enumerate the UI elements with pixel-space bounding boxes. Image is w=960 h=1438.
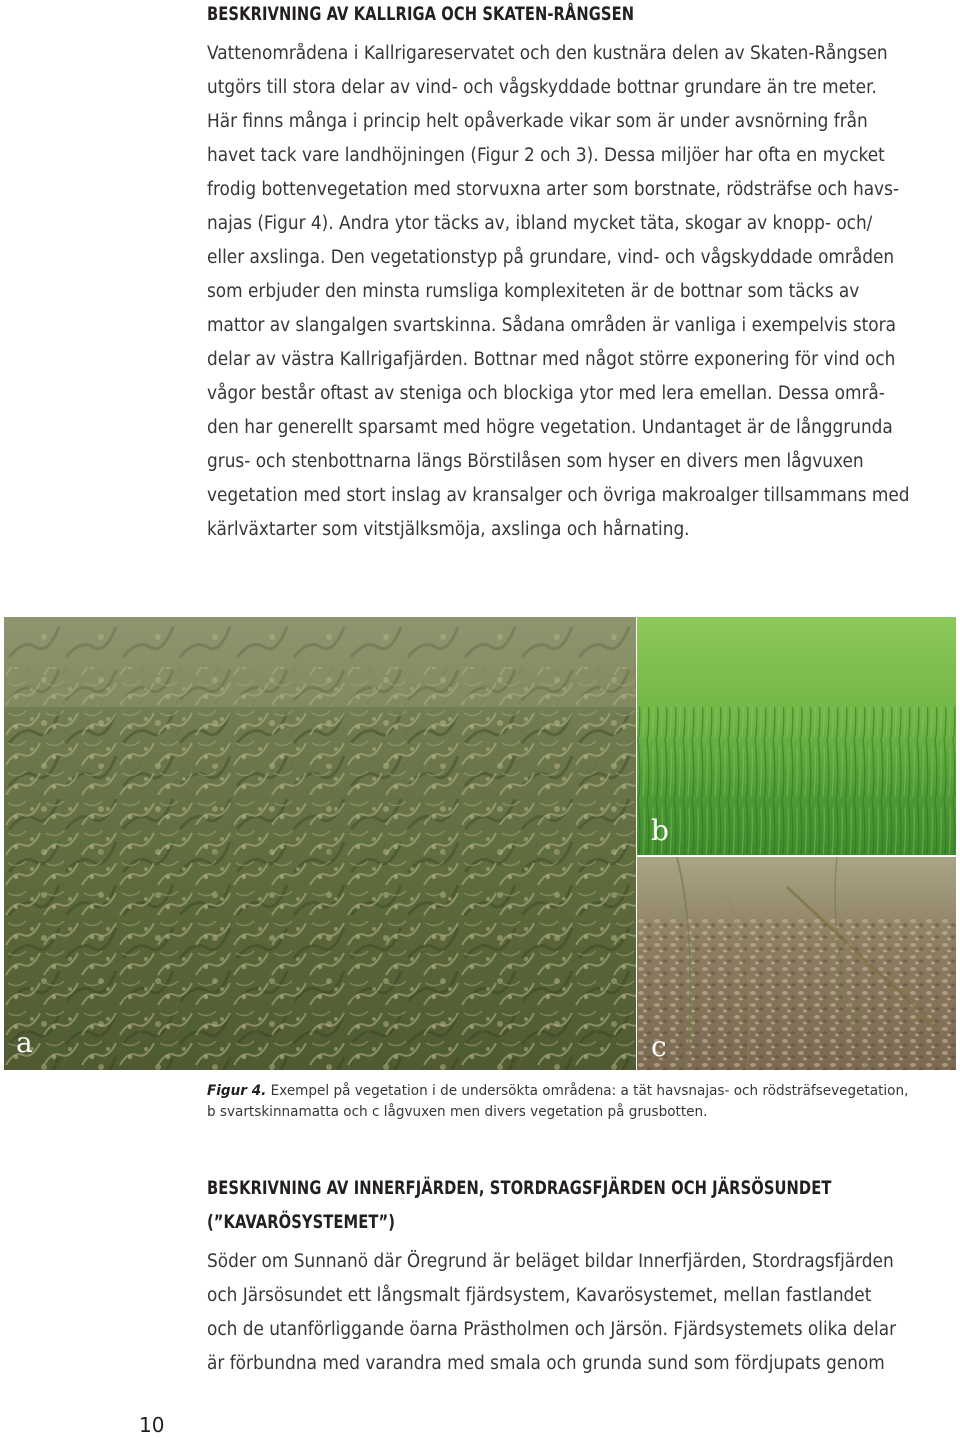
section-body-kallriga (207, 37, 910, 547)
body-line: Vattenområdena i Kallrigareservatet och den kustnära delen av Skaten-Rångsen (207, 43, 888, 64)
panel-letter-a: a (16, 1026, 33, 1059)
body-line: najas (Figur 4). Andra ytor täcks av, ibland mycket täta, skogar av knopp- och/ (207, 213, 873, 234)
body-line: frodig bottenvegetation med storvuxna arter som borstnate, rödsträfse och havs- (207, 179, 899, 200)
caption-text-1: Exempel på vegetation i de undersökta områdena: a tät havsnajas- och rödsträfsevegetation, (266, 1082, 909, 1099)
photo-c-image (637, 857, 956, 1070)
body-line: eller axslinga. Den vegetationstyp på grundare, vind- och vågskyddade områden (207, 247, 895, 268)
photo-b-image (637, 617, 956, 855)
figure-photo-b (637, 617, 956, 855)
figure-photo-c (637, 857, 956, 1070)
body-line: vågor består oftast av steniga och blockiga ytor med lera emellan. Dessa områ- (207, 383, 885, 404)
caption-line-2: b svartskinnamatta och c lågvuxen men divers vegetation på grusbotten. (207, 1103, 708, 1120)
figure-photo-a (4, 617, 636, 1070)
body-line: Söder om Sunnanö där Öregrund är beläget bildar Innerfjärden, Stordragsfjärden (207, 1251, 894, 1272)
section-heading-kallriga: BESKRIVNING AV KALLRIGA OCH SKATEN-RÅNGSEN (207, 3, 635, 25)
section-heading-kavaro-line2: (”KAVARÖSYSTEMET”) (207, 1211, 396, 1233)
body-line: Här finns många i princip helt opåverkade vikar som är under avsnörning från (207, 111, 868, 132)
body-line: vegetation med stort inslag av kransalger och övriga makroalger tillsammans med (207, 485, 910, 506)
body-line: och de utanförliggande öarna Prästholmen och Järsön. Fjärdsystemets olika delar (207, 1319, 897, 1340)
panel-letter-c: c (651, 1030, 667, 1063)
figure-caption (207, 1080, 908, 1122)
body-line: den har generellt sparsamt med högre vegetation. Undantaget är de långgrunda (207, 417, 893, 438)
body-line: grus- och stenbottnarna längs Börstilåsen som hyser en divers men lågvuxen (207, 451, 864, 472)
body-line: havet tack vare landhöjningen (Figur 2 och 3). Dessa miljöer har ofta en mycket (207, 145, 885, 166)
body-line: mattor av slangalgen svartskinna. Sådana områden är vanliga i exempelvis stora (207, 315, 896, 336)
body-line: och Järsösundet ett långsmalt fjärdsystem, Kavarösystemet, mellan fastlandet (207, 1285, 872, 1306)
caption-line-1 (207, 1080, 908, 1101)
body-line: delar av västra Kallrigafjärden. Bottnar med något större exponering för vind och (207, 349, 896, 370)
section-heading-kavaro-line1: BESKRIVNING AV INNERFJÄRDEN, STORDRAGSFJÄRDEN OCH JÄRSÖSUNDET (207, 1177, 832, 1199)
body-line: kärlväxtarter som vitstjälksmöja, axslinga och hårnating. (207, 519, 690, 540)
body-line: är förbundna med varandra med smala och grunda sund som fördjupats genom (207, 1353, 885, 1374)
body-line: som erbjuder den minsta rumsliga komplexiteten är de bottnar som täcks av (207, 281, 860, 302)
caption-label: Figur 4. (207, 1082, 267, 1099)
page-number: 10 (139, 1413, 165, 1437)
body-line: utgörs till stora delar av vind- och vågskyddade bottnar grundare än tre meter. (207, 77, 877, 98)
photo-a-image (4, 617, 636, 1070)
panel-letter-b: b (651, 814, 669, 847)
section-body-kavaro (207, 1245, 896, 1381)
